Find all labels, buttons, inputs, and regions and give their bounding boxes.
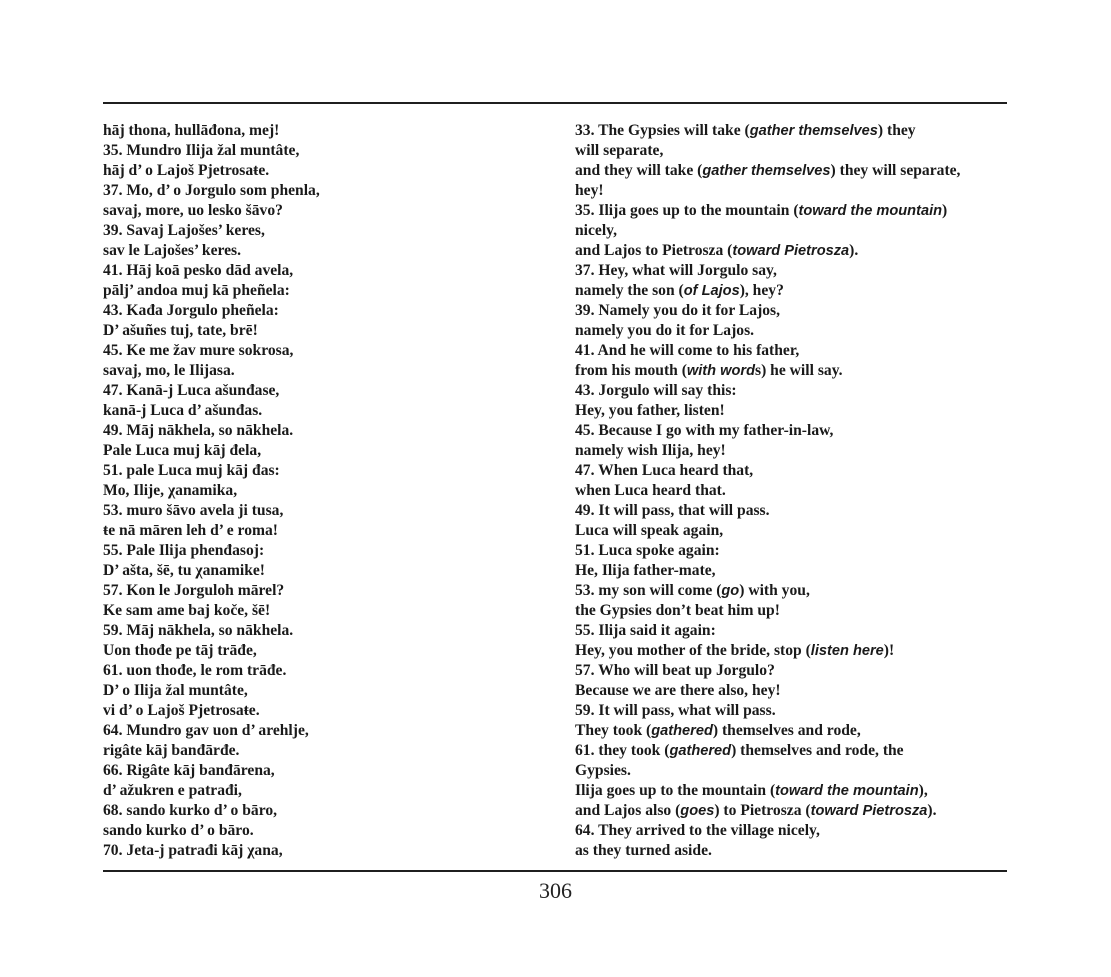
verse-line: 39. Savaj Lajošes’ keres, xyxy=(103,222,265,239)
line-text: nicely, xyxy=(575,222,618,239)
romani-text-column xyxy=(103,121,543,861)
line-text: ), xyxy=(918,782,928,799)
line-text: 49. It will pass, that will pass. xyxy=(575,502,770,519)
verse-line: sav le Lajošes’ keres. xyxy=(103,242,242,259)
verse-line: 49. Māj nākhela, so nākhela. xyxy=(103,422,294,439)
italic-gloss: toward the mountain xyxy=(775,783,919,799)
translation-line xyxy=(575,681,1007,701)
line-text: s) he will say. xyxy=(755,362,843,379)
verse-line: Mo, Ilije, χanamika, xyxy=(103,482,238,499)
italic-gloss: with word xyxy=(686,363,756,379)
translation-line xyxy=(575,721,1007,741)
translation-line xyxy=(575,421,1007,441)
translation-line xyxy=(575,481,1007,501)
line-text: ) themselves and rode, xyxy=(712,722,861,739)
verse-line: kanā-j Luca d’ ašunđas. xyxy=(103,402,263,419)
page-number: 306 xyxy=(539,878,572,903)
verse-line: 57. Kon le Jorguloh mārel? xyxy=(103,582,285,599)
line-text: 41. And he will come to his father, xyxy=(575,342,800,359)
line-text: as they turned aside. xyxy=(575,842,712,859)
translation-line xyxy=(575,501,1007,521)
verse-line: 64. Mundro gav uon d’ arehlje, xyxy=(103,722,309,739)
translation-line xyxy=(575,541,1007,561)
line-text: Gypsies. xyxy=(575,762,631,779)
verse-line: 35. Mundro Ilija žal muntâte, xyxy=(103,142,300,159)
verse-line: 51. pale Luca muj kāj đas: xyxy=(103,462,280,479)
verse-line: Ke sam ame baj koče, šē! xyxy=(103,602,271,619)
translation-line xyxy=(575,361,1007,381)
line-text: namely the son ( xyxy=(575,282,684,299)
translation-line xyxy=(575,141,1007,161)
translation-line xyxy=(575,461,1007,481)
line-text: Hey, you mother of the bride, stop ( xyxy=(575,642,811,659)
line-text: 64. They arrived to the village nicely, xyxy=(575,822,820,839)
translation-line xyxy=(575,181,1007,201)
line-text: They took ( xyxy=(575,722,652,739)
line-text: 59. It will pass, what will pass. xyxy=(575,702,776,719)
translation-line xyxy=(575,321,1007,341)
verse-line: pālj’ andoa muj kā pheñela: xyxy=(103,282,290,299)
line-text: ). xyxy=(927,802,937,819)
verse-line: sando kurko d’ o bāro. xyxy=(103,822,254,839)
verse-line: 55. Pale Ilija phenđasoj: xyxy=(103,542,265,559)
italic-gloss: gather themselves xyxy=(749,123,878,139)
line-text: ). xyxy=(849,242,859,259)
verse-line: Uon thođe pe tāj trāđe, xyxy=(103,642,257,659)
line-text: namely you do it for Lajos. xyxy=(575,322,755,339)
verse-line: 59. Māj nākhela, so nākhela. xyxy=(103,622,294,639)
translation-line xyxy=(575,341,1007,361)
line-text: ), hey? xyxy=(739,282,784,299)
line-text: 57. Who will beat up Jorgulo? xyxy=(575,662,775,679)
translation-line xyxy=(575,781,1007,801)
verse-line: vi d’ o Lajoš Pjetrosaŧe. xyxy=(103,702,260,719)
line-text: 55. Ilija said it again: xyxy=(575,622,716,639)
line-text: Ilija goes up to the mountain ( xyxy=(575,782,776,799)
verse-line: rigâte kāj banđārđe. xyxy=(103,742,240,759)
line-text: 61. they took ( xyxy=(575,742,670,759)
translation-line xyxy=(575,561,1007,581)
italic-gloss: go xyxy=(721,583,740,599)
translation-line xyxy=(575,601,1007,621)
verse-line: 70. Jeta-j patrađi kāj χana, xyxy=(103,842,283,859)
line-text: and Lajos to Pietrosza ( xyxy=(575,242,733,259)
verse-line: 66. Rigâte kāj banđārena, xyxy=(103,762,275,779)
translation-line xyxy=(575,801,1007,821)
line-text: namely wish Ilija, hey! xyxy=(575,442,726,459)
verse-line: 61. uon thođe, le rom trāđe. xyxy=(103,662,287,679)
verse-line: 45. Ke me žav mure sokrosa, xyxy=(103,342,294,359)
line-text: 33. The Gypsies will take ( xyxy=(575,122,750,139)
line-text: ) themselves and rode, the xyxy=(731,742,904,759)
line-text: 53. my son will come ( xyxy=(575,582,722,599)
line-text: hey! xyxy=(575,182,604,199)
italic-gloss: gather themselves xyxy=(702,163,831,179)
translation-line xyxy=(575,281,1007,301)
verse-line: 68. sando kurko d’ o bāro, xyxy=(103,802,278,819)
translation-line xyxy=(575,641,1007,661)
top-rule xyxy=(103,102,1007,104)
translation-line xyxy=(575,381,1007,401)
verse-line: D’ o Ilija žal muntâte, xyxy=(103,682,248,699)
verse-line: Pale Luca muj kāj đela, xyxy=(103,442,262,459)
translation-line xyxy=(575,221,1007,241)
translation-line xyxy=(575,441,1007,461)
line-text: ) they xyxy=(877,122,916,139)
line-text: the Gypsies don’t beat him up! xyxy=(575,602,780,619)
line-text: 47. When Luca heard that, xyxy=(575,462,754,479)
line-text: will separate, xyxy=(575,142,664,159)
line-text: ) they will separate, xyxy=(830,162,961,179)
line-text: 51. Luca spoke again: xyxy=(575,542,720,559)
line-text: Because we are there also, hey! xyxy=(575,682,781,699)
line-text: Hey, you father, listen! xyxy=(575,402,725,419)
translation-line xyxy=(575,301,1007,321)
translation-line xyxy=(575,821,1007,841)
line-text: 43. Jorgulo will say this: xyxy=(575,382,737,399)
translation-line xyxy=(575,761,1007,781)
verse-line: 53. muro šāvo avela ji tusa, xyxy=(103,502,284,519)
verse-line: savaj, more, uo lesko šāvo? xyxy=(103,202,283,219)
translation-line xyxy=(575,701,1007,721)
translation-line xyxy=(575,161,1007,181)
verse-line: 41. Hāj koā pesko dād avela, xyxy=(103,262,294,279)
line-text: ) xyxy=(942,202,948,219)
line-text: 37. Hey, what will Jorgulo say, xyxy=(575,262,777,279)
italic-gloss: of Lajos xyxy=(683,283,740,299)
line-text: ) to Pietrosza ( xyxy=(714,802,811,819)
verse-line: d’ ažukren e patrađi, xyxy=(103,782,242,799)
line-text: 35. Ilija goes up to the mountain ( xyxy=(575,202,799,219)
line-text: and they will take ( xyxy=(575,162,703,179)
translation-line xyxy=(575,521,1007,541)
line-text: from his mouth ( xyxy=(575,362,687,379)
italic-gloss: listen here xyxy=(810,643,884,659)
bottom-rule xyxy=(103,870,1007,872)
line-text: and Lajos also ( xyxy=(575,802,681,819)
verse-line: 43. Kađa Jorgulo pheñela: xyxy=(103,302,279,319)
translation-line xyxy=(575,741,1007,761)
english-translation-column xyxy=(575,121,1007,861)
verse-line: hāj d’ o Lajoš Pjetrosaŧe. xyxy=(103,162,270,179)
translation-line xyxy=(575,401,1007,421)
verse-line: 47. Kanā-j Luca ašunđase, xyxy=(103,382,280,399)
line-text: )! xyxy=(883,642,895,659)
translation-line xyxy=(575,241,1007,261)
verse-line: D’ ašta, šē, tu χanamike! xyxy=(103,562,265,579)
italic-gloss: goes xyxy=(680,803,715,819)
verse-line: hāj thona, hullāđona, mej! xyxy=(103,122,280,139)
line-text: He, Ilija father-mate, xyxy=(575,562,716,579)
italic-gloss: toward Pietrosza xyxy=(810,803,928,819)
verse-line: ŧe nā māren leh d’ e roma! xyxy=(103,522,278,539)
line-text: 39. Namely you do it for Lajos, xyxy=(575,302,781,319)
italic-gloss: gathered xyxy=(669,743,732,759)
translation-line xyxy=(575,621,1007,641)
line-text: Luca will speak again, xyxy=(575,522,724,539)
translation-line xyxy=(575,841,1007,861)
verse-line: D’ ašuñes tuj, tate, brē! xyxy=(103,322,258,339)
verse-line: 37. Mo, d’ o Jorgulo som phenla, xyxy=(103,182,320,199)
italic-gloss: toward Pietrosza xyxy=(732,243,850,259)
italic-gloss: gathered xyxy=(651,723,713,739)
italic-gloss: toward the mountain xyxy=(798,203,943,219)
line-text: ) with you, xyxy=(739,582,810,599)
translation-line xyxy=(575,261,1007,281)
translation-line xyxy=(575,581,1007,601)
line-text: when Luca heard that. xyxy=(575,482,726,499)
translation-line xyxy=(575,661,1007,681)
verse-line: savaj, mo, le Ilijasa. xyxy=(103,362,235,379)
translation-line xyxy=(575,121,1007,141)
translation-line xyxy=(575,201,1007,221)
line-text: 45. Because I go with my father-in-law, xyxy=(575,422,834,439)
